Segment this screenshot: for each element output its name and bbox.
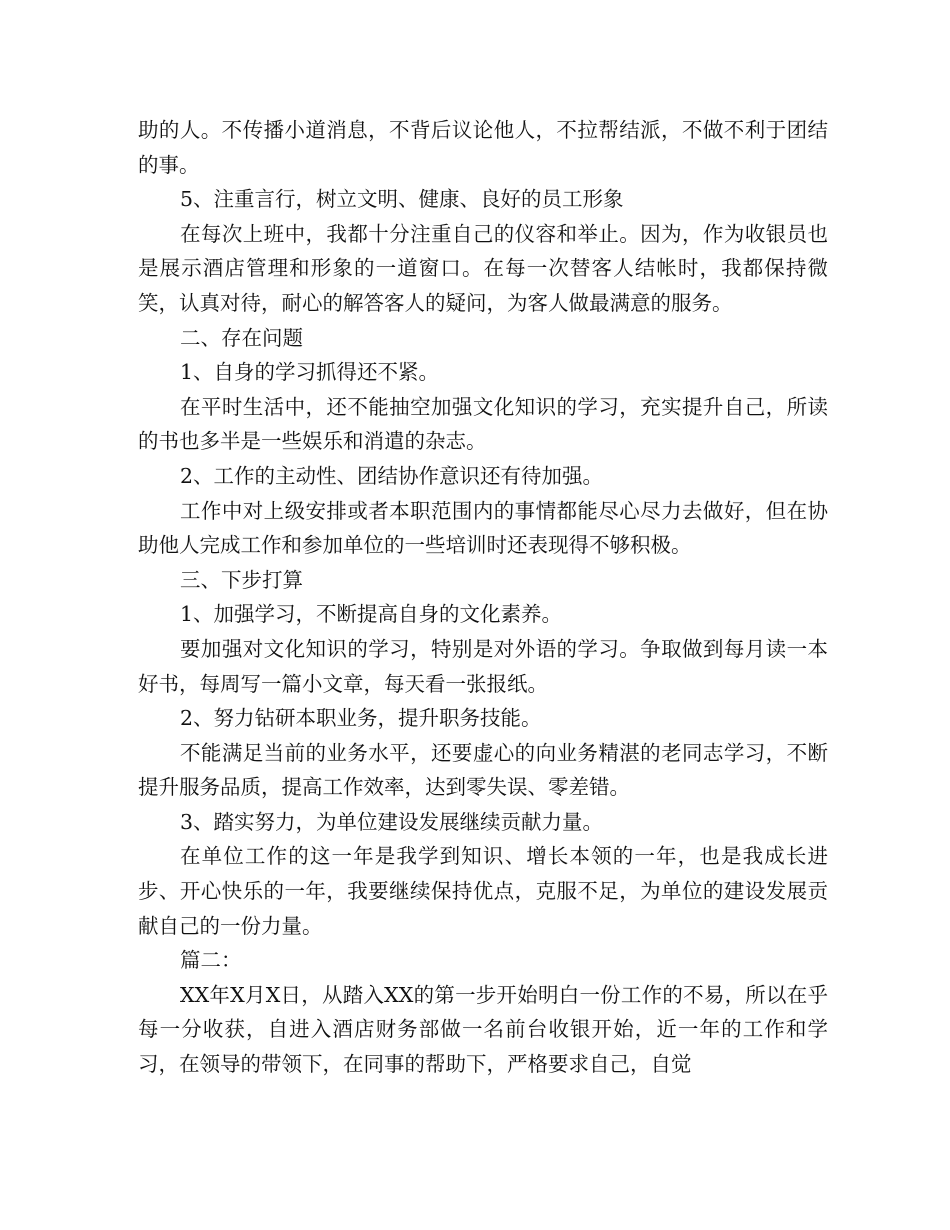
paragraph: 在单位工作的这一年是我学到知识、增长本领的一年，也是我成长进步、开心快乐的一年，我要继续保持优点，克服不足，为单位的建设发展贡献自己的一份力量。 (138, 844, 828, 938)
section-item-heading: 1、自身的学习抓得还不紧。 (180, 360, 440, 385)
section-heading: 三、下步打算 (180, 567, 303, 592)
document-body (138, 113, 828, 1082)
paragraph: 助的人。不传播小道消息，不背后议论他人，不拉帮结派，不做不利于团结的事。 (138, 118, 828, 177)
paragraph: 工作中对上级安排或者本职范围内的事情都能尽心尽力去做好，但在协助他人完成工作和参加单位的一些培训时还表现得不够积极。 (138, 498, 828, 558)
section-item-heading: 3、踏实努力，为单位建设发展继续贡献力量。 (180, 809, 604, 834)
paragraph: 在每次上班中，我都十分注重自己的仪容和举止。因为，作为收银员也是展示酒店管理和形象的一道窗口。在每一次替客人结帐时，我都保持微笑，认真对待，耐心的解答客人的疑问，为客人做最满意的服务。 (138, 221, 828, 315)
section-item-heading: 2、工作的主动性、团结协作意识还有待加强。 (180, 463, 604, 488)
paragraph: 要加强对文化知识的学习，特别是对外语的学习。争取做到每月读一本好书，每周写一篇小文章，每天看一张报纸。 (138, 636, 828, 696)
paragraph: 在平时生活中，还不能抽空加强文化知识的学习，充实提升自己，所读的书也多半是一些娱乐和消遣的杂志。 (138, 394, 828, 454)
paragraph: 不能满足当前的业务水平，还要虚心的向业务精湛的老同志学习，不断提升服务品质，提高工作效率，达到零失误、零差错。 (138, 740, 828, 800)
part-heading: 篇二： (180, 948, 242, 973)
section-item-heading: 5、注重言行，树立文明、健康、良好的员工形象 (180, 187, 624, 212)
section-item-heading: 2、努力钻研本职业务，提升职务技能。 (180, 706, 542, 731)
paragraph: XX年X月X日，从踏入XX的第一步开始明白一份工作的不易，所以在乎每一分收获，自进入酒店财务部做一名前台收银开始，近一年的工作和学习，在领导的带领下，在同事的帮助下，严格要求自己，自觉 (138, 982, 828, 1077)
section-item-heading: 1、加强学习，不断提高自身的文化素养。 (180, 602, 563, 627)
section-heading: 二、存在问题 (180, 325, 303, 350)
